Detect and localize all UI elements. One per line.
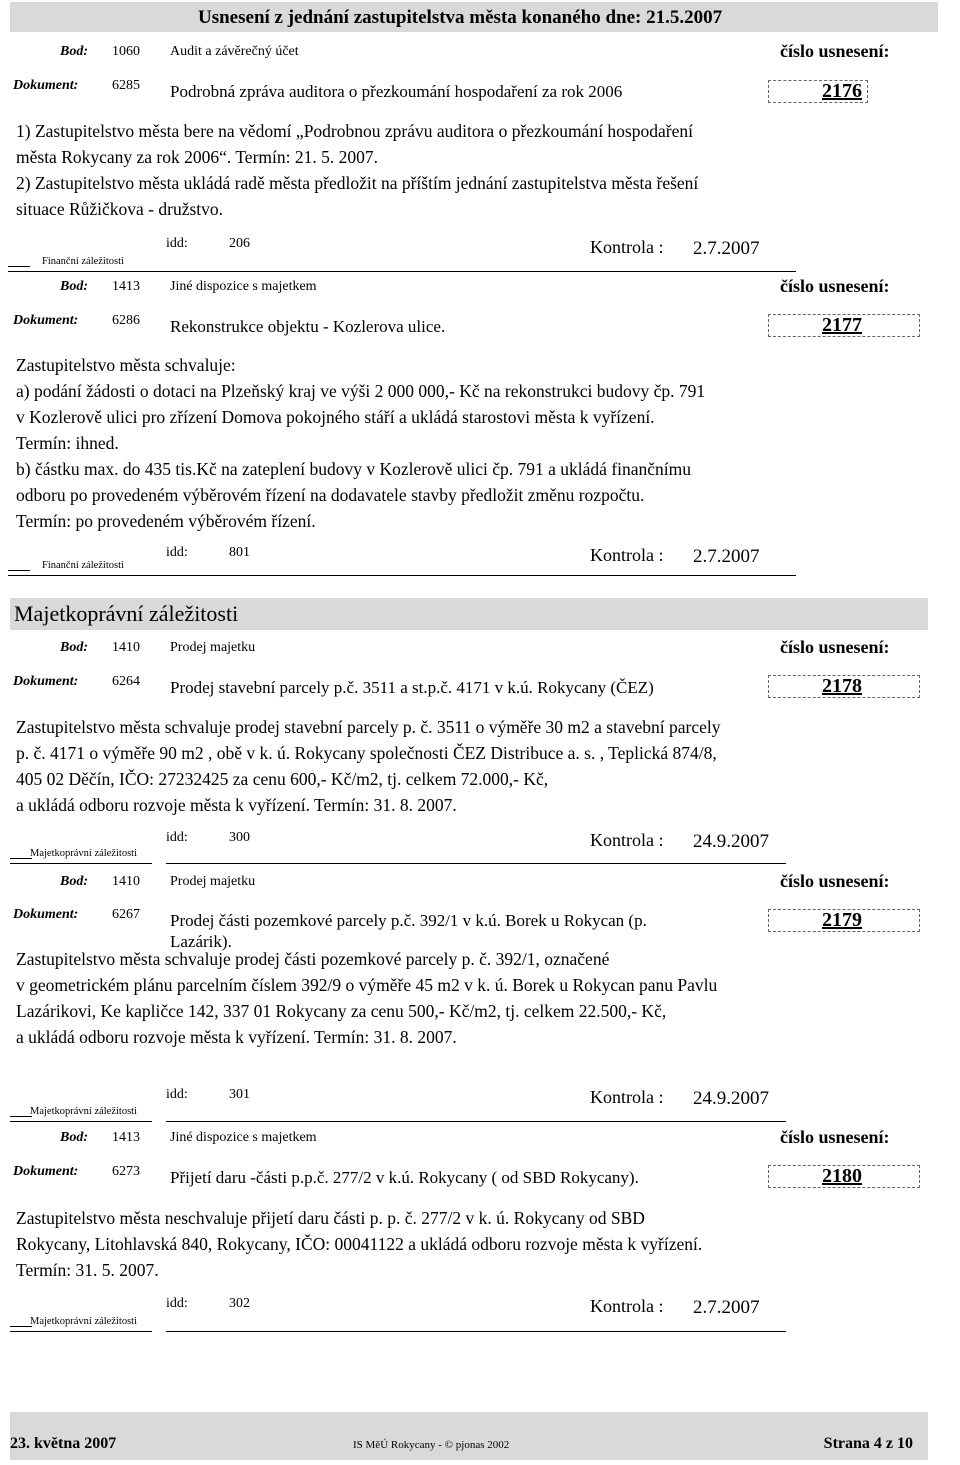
dokument-label: Dokument: <box>13 907 79 922</box>
category-rule-left <box>10 1116 32 1117</box>
category-label: Majetkoprávní záležitosti <box>30 1106 138 1117</box>
idd-number: 300 <box>229 830 250 845</box>
footer-date: 23. května 2007 <box>10 1435 117 1452</box>
resolution-text-line: Termín: po provedeném výběrovém řízení. <box>16 511 316 531</box>
resolution-text-line: situace Růžičkova - družstvo. <box>16 199 224 219</box>
dokument-number: 6285 <box>112 78 140 93</box>
resolution-number: 2180 <box>822 1165 862 1187</box>
kontrola-date: 24.9.2007 <box>693 1088 769 1109</box>
dokument-label: Dokument: <box>13 1164 79 1179</box>
resolution-text-line: b) částku max. do 435 tis.Kč na zateplení budovy v Kozlerově ulici čp. 791 a ukládá finančnímu <box>16 459 692 479</box>
category-rule <box>8 271 177 272</box>
idd-number: 801 <box>229 545 250 560</box>
dokument-title-line: Lazárik). <box>170 932 232 951</box>
dokument-number: 6286 <box>112 313 140 328</box>
bod-number: 1060 <box>112 44 140 59</box>
resolution-text-line: Termín: ihned. <box>16 433 119 453</box>
dokument-title-line: Podrobná zpráva auditora o přezkoumání hospodaření za rok 2006 <box>170 82 623 101</box>
resolution-text-line: odboru po provedeném výběrovém řízení na dodavatele stavby předložit změnu rozpočtu. <box>16 485 645 505</box>
bod-title: Jiné dispozice s majetkem <box>170 279 317 294</box>
resolution-text-line: a ukládá odboru rozvoje města k vyřízení. Termín: 31. 8. 2007. <box>16 795 457 815</box>
resolution-text-line: v geometrickém plánu parcelním číslem 392/9 o výměře 45 m2 v k. ú. Borek u Rokycan panu Pavlu <box>16 975 718 995</box>
section-rule <box>166 1121 786 1122</box>
bod-title: Audit a závěrečný účet <box>170 44 299 59</box>
category-rule-left <box>10 1326 32 1327</box>
category-label: Majetkoprávní záležitosti <box>30 848 138 859</box>
resolution-text-line: Zastupitelstvo města schvaluje prodej části pozemkové parcely p. č. 392/1, označené <box>16 949 610 969</box>
kontrola-date: 24.9.2007 <box>693 831 769 852</box>
document-header <box>10 2 938 32</box>
bod-number: 1413 <box>112 279 140 294</box>
resolution-number-label: číslo usnesení: <box>780 276 890 296</box>
bod-label: Bod: <box>60 1130 88 1145</box>
resolution-text-line: Lazárikovi, Ke kapličce 142, 337 01 Rokycany za cenu 500,- Kč/m2, tj. celkem 22.500,- Kč, <box>16 1001 667 1021</box>
resolution-text-line: a ukládá odboru rozvoje města k vyřízení. Termín: 31. 8. 2007. <box>16 1027 457 1047</box>
kontrola-label: Kontrola : <box>590 1296 664 1316</box>
bod-title: Prodej majetku <box>170 874 256 889</box>
resolution-text <box>16 1205 702 1283</box>
resolution-text <box>16 946 717 1050</box>
bod-number: 1410 <box>112 640 140 655</box>
resolution-number-label: číslo usnesení: <box>780 871 890 891</box>
bod-label: Bod: <box>60 874 88 889</box>
bod-title: Prodej majetku <box>170 640 256 655</box>
resolution-text-line: Rokycany, Litohlavská 840, Rokycany, IČO: 00041122 a ukládá odboru rozvoje města k vyřízení. <box>16 1234 703 1254</box>
resolution-text <box>16 118 698 222</box>
section-rule <box>166 271 796 272</box>
kontrola-date: 2.7.2007 <box>693 1297 760 1318</box>
idd-number: 302 <box>229 1296 250 1311</box>
bod-label: Bod: <box>60 640 88 655</box>
category-label: Finanční záležitosti <box>42 560 124 571</box>
kontrola-label: Kontrola : <box>590 1087 664 1107</box>
resolution-number: 2177 <box>822 314 862 336</box>
idd-number: 301 <box>229 1087 250 1102</box>
resolution-number: 2176 <box>822 80 862 102</box>
dokument-label: Dokument: <box>13 78 79 93</box>
resolution-text-line: Zastupitelstvo města schvaluje: <box>16 355 236 375</box>
category-rule <box>10 1331 152 1332</box>
dokument-number: 6273 <box>112 1164 140 1179</box>
category-rule-left <box>10 858 32 859</box>
category-rule-left <box>8 266 30 267</box>
resolution-number-label: číslo usnesení: <box>780 41 890 61</box>
resolution-number-label: číslo usnesení: <box>780 1127 890 1147</box>
footer-page-number: Strana 4 z 10 <box>823 1435 913 1452</box>
category-rule <box>10 1121 152 1122</box>
idd-number: 206 <box>229 236 250 251</box>
section-rule <box>166 863 786 864</box>
kontrola-label: Kontrola : <box>590 545 664 565</box>
category-rule-left <box>8 570 30 571</box>
dokument-title <box>170 81 705 102</box>
bod-number: 1413 <box>112 1130 140 1145</box>
resolution-number: 2179 <box>822 909 862 931</box>
category-label: Majetkoprávní záležitosti <box>30 1316 138 1327</box>
dokument-title-line: Prodej stavební parcely p.č. 3511 a st.p.č. 4171 v k.ú. Rokycany (ČEZ) <box>170 678 654 697</box>
resolution-text <box>16 352 705 534</box>
idd-label: idd: <box>166 830 188 845</box>
resolution-text-line: 1) Zastupitelstvo města bere na vědomí „Podrobnou zprávu auditora o přezkoumání hospodaření <box>16 121 693 141</box>
dokument-title <box>170 1167 730 1188</box>
idd-label: idd: <box>166 1087 188 1102</box>
resolution-text-line: p. č. 4171 o výměře 90 m2 , obě v k. ú. Rokycany společnosti ČEZ Distribuce a. s. , Teplická 874/8, <box>16 743 717 763</box>
resolution-text-line: a) podání žádosti o dotaci na Plzeňský kraj ve výši 2 000 000,- Kč na rekonstrukci budovy čp. 791 <box>16 381 706 401</box>
kontrola-date: 2.7.2007 <box>693 546 760 567</box>
resolution-text-line: Zastupitelstvo města schvaluje prodej stavební parcely p. č. 3511 o výměře 30 m2 a stavební parcely <box>16 717 721 737</box>
resolution-text-line: Zastupitelstvo města neschvaluje přijetí daru části p. p. č. 277/2 v k. ú. Rokycany od SBD <box>16 1208 645 1228</box>
resolution-text-line: města Rokycany za rok 2006“. Termín: 21. 5. 2007. <box>16 147 378 167</box>
kontrola-date: 2.7.2007 <box>693 238 760 259</box>
section-header <box>10 598 928 630</box>
dokument-title-line: Rekonstrukce objektu - Kozlerova ulice. <box>170 317 446 336</box>
section-title: Majetkoprávní záležitosti <box>14 601 239 626</box>
bod-number: 1410 <box>112 874 140 889</box>
category-rule <box>8 575 177 576</box>
resolution-text-line: 405 02 Děčín, IČO: 27232425 za cenu 600,- Kč/m2, tj. celkem 72.000,- Kč, <box>16 769 549 789</box>
document-title: Usnesení z jednání zastupitelstva města konaného dne: 21.5.2007 <box>198 7 723 28</box>
dokument-number: 6267 <box>112 907 140 922</box>
footer-copyright: IS MěÚ Rokycany - © pjonas 2002 <box>353 1439 510 1451</box>
dokument-label: Dokument: <box>13 313 79 328</box>
resolution-text-line: v Kozlerově ulici pro zřízení Domova pokojného stáří a ukládá starostovi města k vyřízení. <box>16 407 655 427</box>
category-rule <box>10 863 152 864</box>
resolution-text-line: Termín: 31. 5. 2007. <box>16 1260 159 1280</box>
dokument-number: 6264 <box>112 674 140 689</box>
idd-label: idd: <box>166 1296 188 1311</box>
dokument-title <box>170 316 705 337</box>
dokument-title-line: Přijetí daru -části p.p.č. 277/2 v k.ú. Rokycany ( od SBD Rokycany). <box>170 1168 639 1187</box>
idd-label: idd: <box>166 236 188 251</box>
kontrola-label: Kontrola : <box>590 830 664 850</box>
dokument-label: Dokument: <box>13 674 79 689</box>
resolution-number: 2178 <box>822 675 862 697</box>
resolution-number-label: číslo usnesení: <box>780 637 890 657</box>
category-label: Finanční záležitosti <box>42 256 124 267</box>
bod-label: Bod: <box>60 44 88 59</box>
resolution-text-line: 2) Zastupitelstvo města ukládá radě města předložit na příštím jednání zastupitelstva města řešení <box>16 173 699 193</box>
kontrola-label: Kontrola : <box>590 237 664 257</box>
section-rule <box>166 1331 786 1332</box>
idd-label: idd: <box>166 545 188 560</box>
dokument-title <box>170 677 705 698</box>
dokument-title-line: Prodej části pozemkové parcely p.č. 392/1 v k.ú. Borek u Rokycan (p. <box>170 911 647 930</box>
bod-title: Jiné dispozice s majetkem <box>170 1130 317 1145</box>
page-footer <box>10 1412 928 1460</box>
resolution-text <box>16 714 721 818</box>
section-rule <box>166 575 796 576</box>
bod-label: Bod: <box>60 279 88 294</box>
